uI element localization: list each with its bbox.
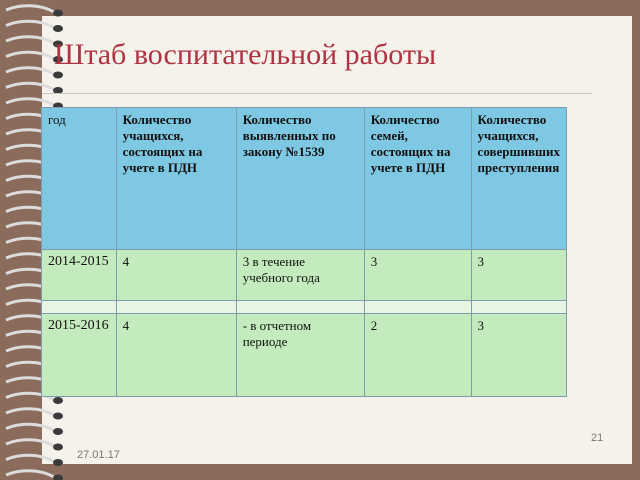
header-cell: Количество выявленных по закону №1539 bbox=[236, 108, 364, 250]
spiral-hole bbox=[53, 72, 63, 79]
spiral-ring bbox=[6, 471, 54, 477]
spiral-ring bbox=[6, 83, 54, 89]
spiral-ring bbox=[6, 409, 54, 415]
spiral-ring bbox=[6, 52, 54, 58]
table-cell: 3 bbox=[364, 250, 471, 301]
table-cell: 4 bbox=[116, 314, 236, 397]
title-divider bbox=[42, 93, 592, 94]
spiral-ring bbox=[6, 99, 54, 105]
table-cell bbox=[42, 301, 117, 314]
table-cell: 3 в течение учебного года bbox=[236, 250, 364, 301]
spiral-hole bbox=[53, 413, 63, 420]
slide-title: Штаб воспитательной работы bbox=[54, 38, 437, 71]
data-table bbox=[41, 107, 567, 397]
spiral-ring bbox=[6, 455, 54, 461]
table-header-row bbox=[42, 108, 567, 250]
spiral-ring bbox=[6, 6, 54, 12]
spiral-ring bbox=[6, 424, 54, 430]
spiral-hole bbox=[53, 428, 63, 435]
spiral-hole bbox=[53, 459, 63, 466]
table-row bbox=[42, 250, 567, 301]
spiral-ring bbox=[6, 68, 54, 74]
table-row-spacer bbox=[42, 301, 567, 314]
spiral-hole bbox=[53, 475, 63, 480]
spiral-ring bbox=[6, 440, 54, 446]
spiral-ring bbox=[6, 21, 54, 27]
header-cell: год bbox=[42, 108, 117, 250]
slide-page-number: 21 bbox=[591, 432, 604, 444]
table-cell: 2015-2016 bbox=[42, 314, 117, 397]
table-cell: - в отчетном периоде bbox=[236, 314, 364, 397]
table-cell bbox=[471, 301, 566, 314]
header-cell: Количество учащихся, совершивших преступления bbox=[471, 108, 566, 250]
table-cell: 2 bbox=[364, 314, 471, 397]
table-cell: 2014-2015 bbox=[42, 250, 117, 301]
spiral-hole bbox=[53, 10, 63, 17]
table-cell: 3 bbox=[471, 314, 566, 397]
table-cell bbox=[116, 301, 236, 314]
spiral-hole bbox=[53, 444, 63, 451]
spiral-hole bbox=[53, 25, 63, 32]
table-row bbox=[42, 314, 567, 397]
header-cell: Количество семей, состоящих на учете в ПДН bbox=[364, 108, 471, 250]
table-cell bbox=[364, 301, 471, 314]
header-cell: Количество учащихся, состоящих на учете в ПДН bbox=[116, 108, 236, 250]
table-cell: 3 bbox=[471, 250, 566, 301]
spiral-ring bbox=[6, 37, 54, 43]
table-cell bbox=[236, 301, 364, 314]
table-cell: 4 bbox=[116, 250, 236, 301]
slide-date: 27.01.17 bbox=[77, 449, 120, 461]
spiral-hole bbox=[53, 397, 63, 404]
